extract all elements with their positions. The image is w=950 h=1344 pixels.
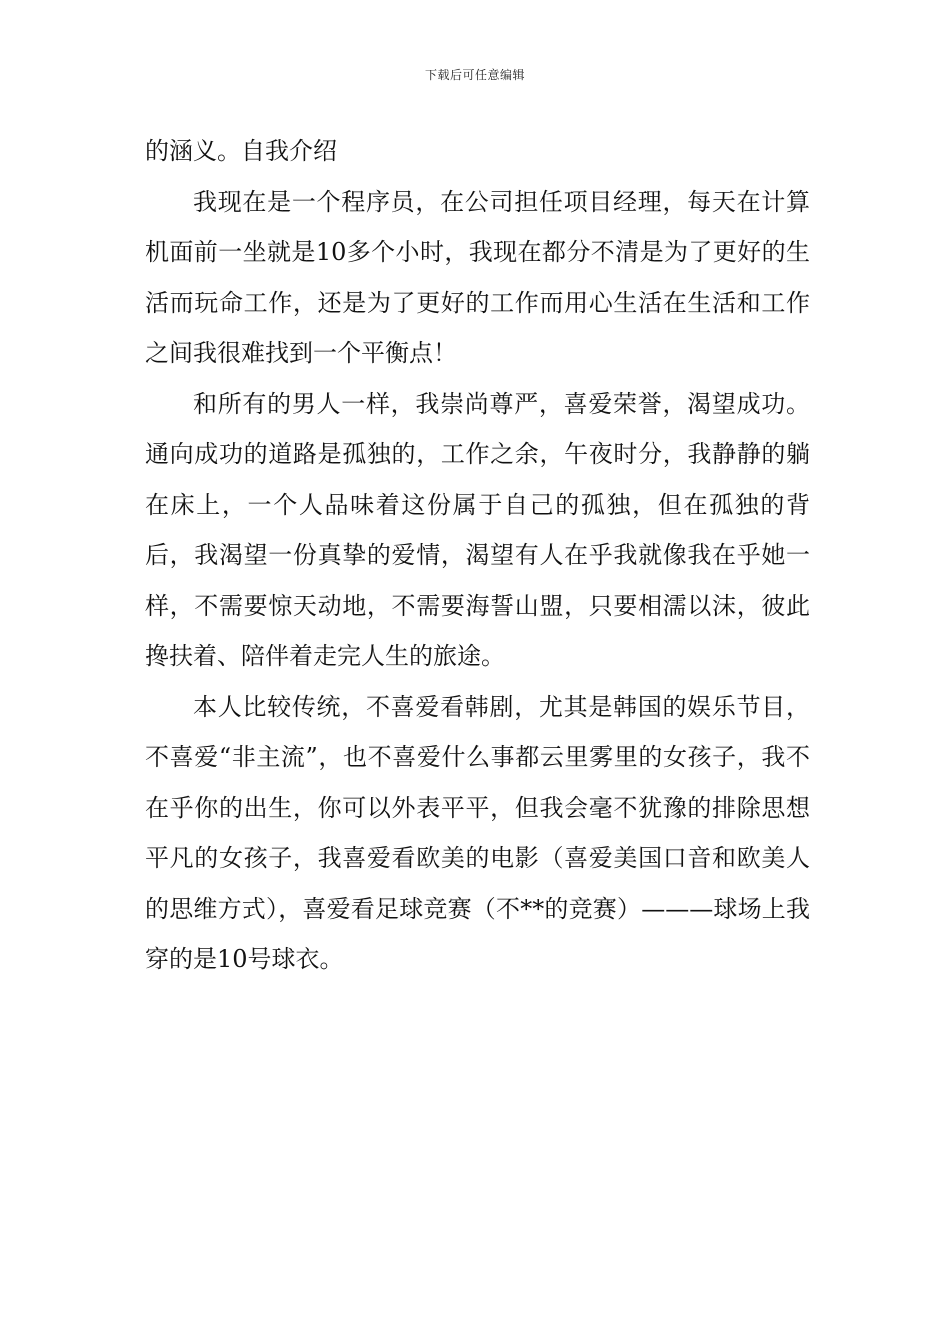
paragraph-4: 本人比较传统，不喜爱看韩剧，尤其是韩国的娱乐节目，不喜爱“非主流”，也不喜爱什么事都云里雾里的女孩子，我不在乎你的出生，你可以外表平平，但我会毫不犹豫的排除思想平凡的女孩子，我喜爱看欧美的电影（喜爱美国口音和欧美人的思维方式），喜爱看足球竞赛（不**的竞赛）———球场上我穿的是10号球衣。 [145, 692, 810, 973]
header-note: 下载后可任意编辑 [424, 68, 525, 82]
paragraph-1: 的涵义。自我介绍 [145, 137, 337, 165]
document-body [145, 126, 810, 985]
paragraph-3: 和所有的男人一样，我崇尚尊严，喜爱荣誉，渴望成功。通向成功的道路是孤独的，工作之余，午夜时分，我静静的躺在床上，一个人品味着这份属于自己的孤独，但在孤独的背后，我渴望一份真挚的爱情，渴望有人在乎我就像我在乎她一样，不需要惊天动地，不需要海誓山盟，只要相濡以沫，彼此搀扶着、陪伴着走完人生的旅途。 [145, 389, 810, 670]
paragraph-2: 我现在是一个程序员，在公司担任项目经理，每天在计算机面前一坐就是10多个小时，我现在都分不清是为了更好的生活而玩命工作，还是为了更好的工作而用心生活在生活和工作之间我很难找到一个平衡点！ [145, 187, 810, 367]
